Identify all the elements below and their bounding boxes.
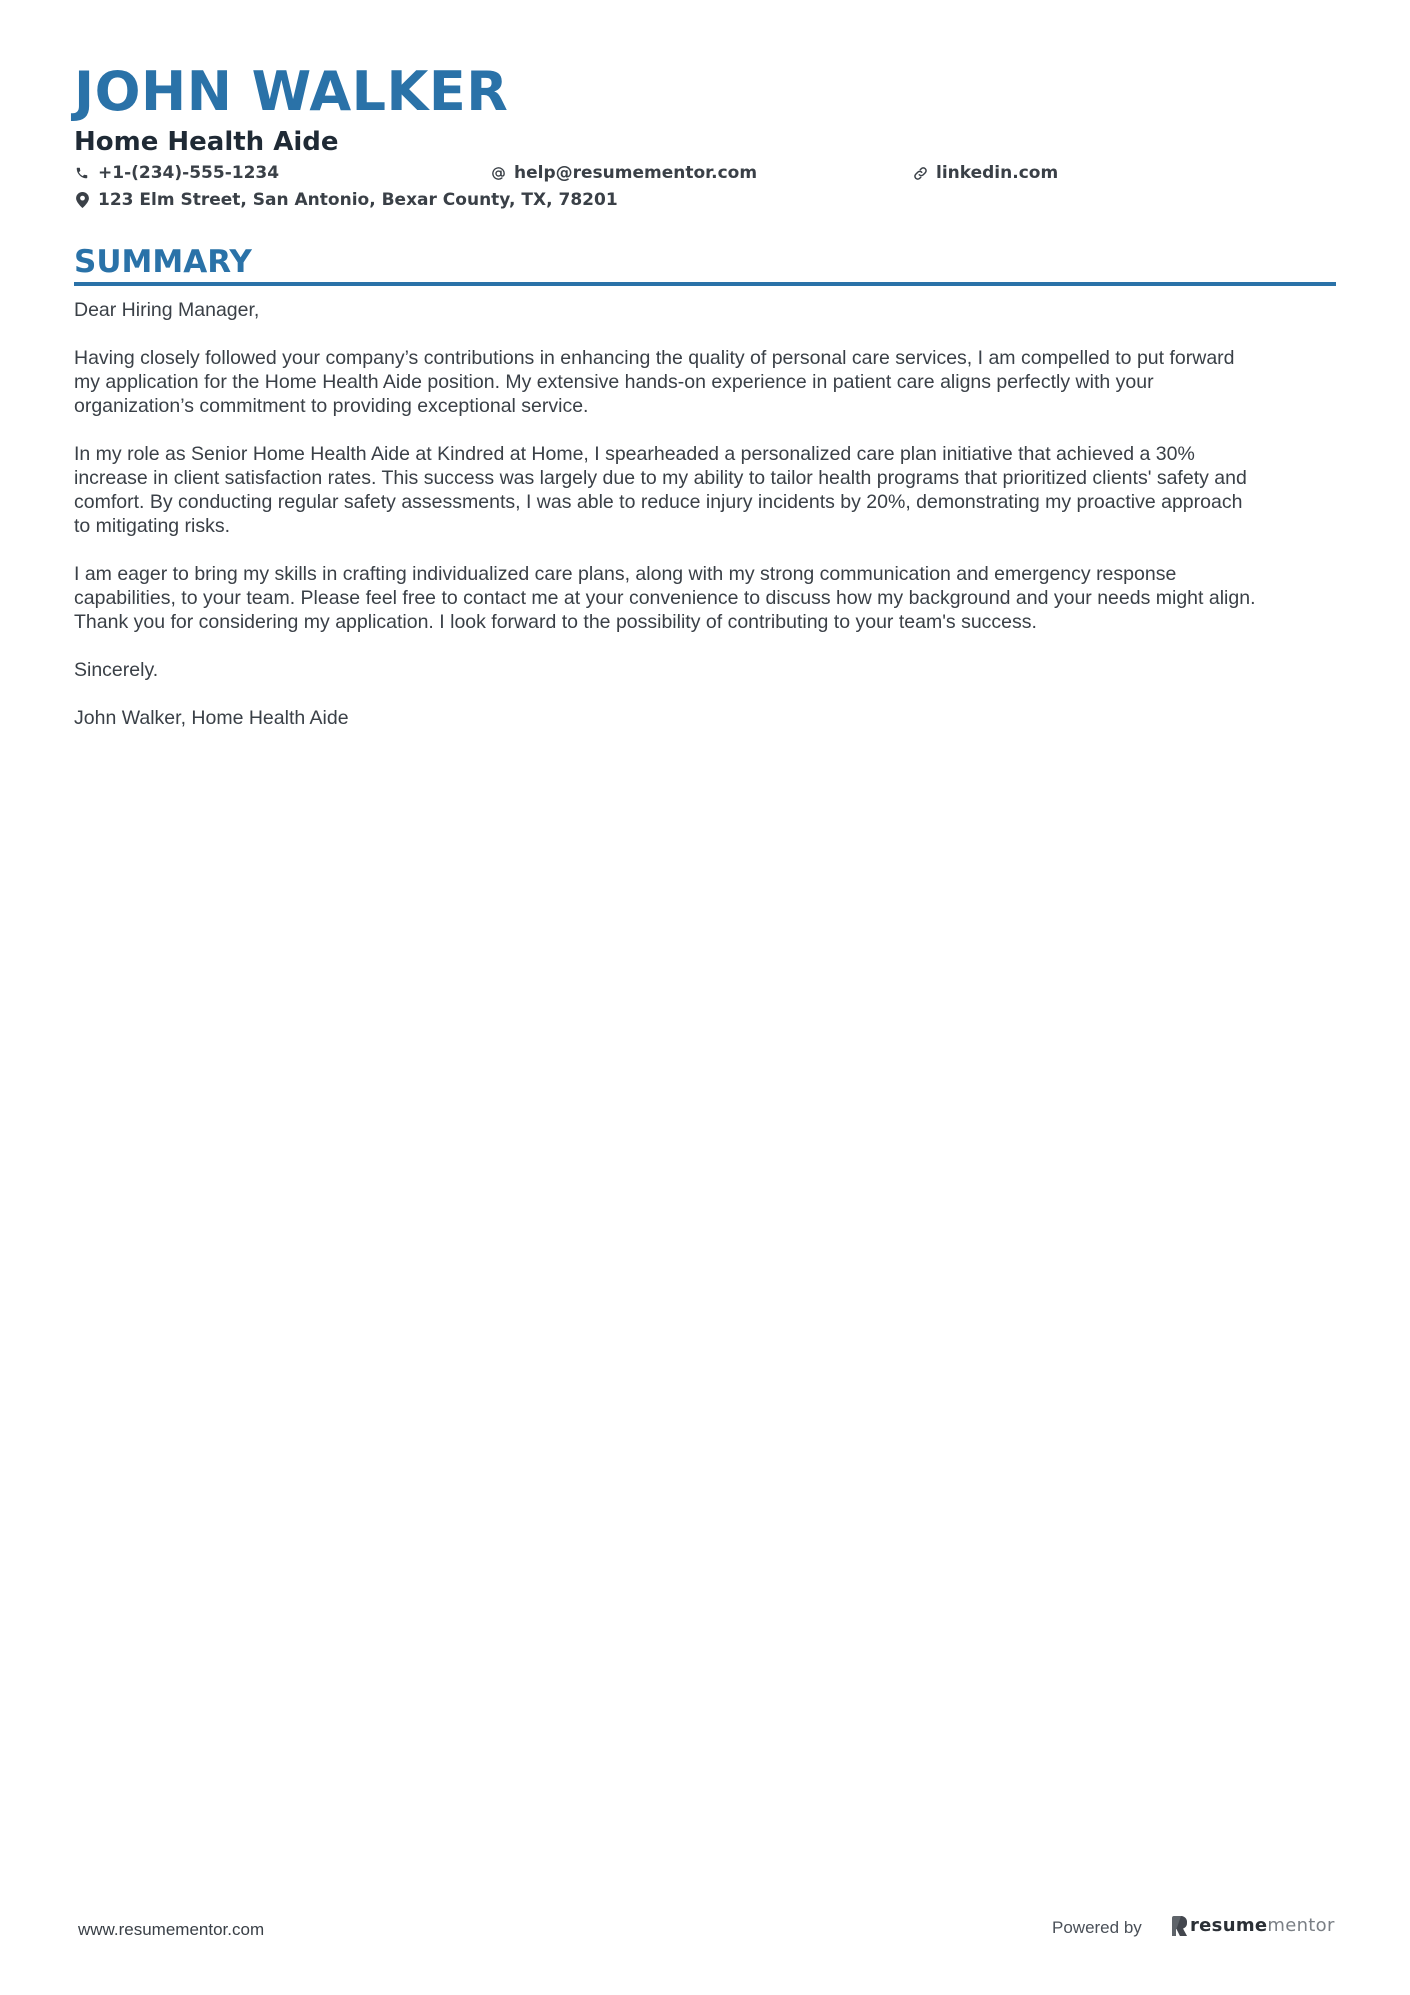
paragraph-line: organization’s commitment to providing exceptional service.: [74, 395, 589, 417]
paragraph-line: comfort. By conducting regular safety assessments, I was able to reduce injury incidents by 20%, demonstrating my proactive approach: [74, 491, 1243, 513]
link-icon: [912, 165, 928, 181]
paragraph-line: to mitigating risks.: [74, 515, 231, 537]
paragraph-line: increase in client satisfaction rates. This success was largely due to my ability to tailor health programs that prioritized clients' safety and: [74, 467, 1247, 489]
contact-phone: [74, 163, 279, 183]
footer-website-link[interactable]: www.resumementor.com: [78, 1920, 265, 1939]
closing: Sincerely.: [74, 659, 159, 681]
candidate-title: Home Health Aide: [74, 127, 339, 157]
paragraph: [74, 562, 1336, 634]
address-text: 123 Elm Street, San Antonio, Bexar County, TX, 78201: [98, 190, 618, 210]
paragraph: [74, 346, 1336, 418]
signature: John Walker, Home Health Aide: [74, 707, 349, 729]
location-pin-icon: [74, 192, 90, 208]
paragraph-line: I am eager to bring my skills in crafting individualized care plans, along with my strong communication and emergency response: [74, 563, 1177, 585]
phone-text[interactable]: +1-(234)-555-1234: [98, 163, 280, 183]
paragraph-line: Having closely followed your company’s contributions in enhancing the quality of personal care services, I am compelled to put forward: [74, 347, 1235, 369]
email-text[interactable]: help@resumementor.com: [514, 163, 758, 183]
at-icon: [490, 165, 506, 181]
section-divider: [74, 282, 1336, 286]
linkedin-text[interactable]: linkedin.com: [936, 163, 1059, 183]
contact-linkedin: [912, 163, 1058, 183]
paragraph-line: Thank you for considering my application. I look forward to the possibility of contributing to your team's success.: [74, 611, 1037, 633]
phone-icon: [74, 165, 90, 181]
paragraph-line: capabilities, to your team. Please feel free to contact me at your convenience to discuss how my background and your needs might align.: [74, 587, 1256, 609]
powered-by-label: Powered by: [1052, 1918, 1142, 1937]
letter-body: [74, 298, 1336, 754]
contact-email: [490, 163, 757, 183]
paragraph: [74, 442, 1336, 538]
section-heading-summary: SUMMARY: [74, 244, 252, 280]
paragraph-line: In my role as Senior Home Health Aide at Kindred at Home, I spearheaded a personalized care plan initiative that achieved a 30%: [74, 443, 1195, 465]
greeting: Dear Hiring Manager,: [74, 299, 260, 321]
resumementor-logo[interactable]: [1172, 1915, 1335, 1937]
logo-text: resumementor: [1190, 1915, 1335, 1936]
paragraph-line: my application for the Home Health Aide position. My extensive hands-on experience in patient care aligns perfectly with your: [74, 371, 1154, 393]
contact-address: [74, 190, 618, 210]
candidate-name: JOHN WALKER: [74, 60, 509, 123]
logo-mark-icon: [1172, 1916, 1187, 1936]
